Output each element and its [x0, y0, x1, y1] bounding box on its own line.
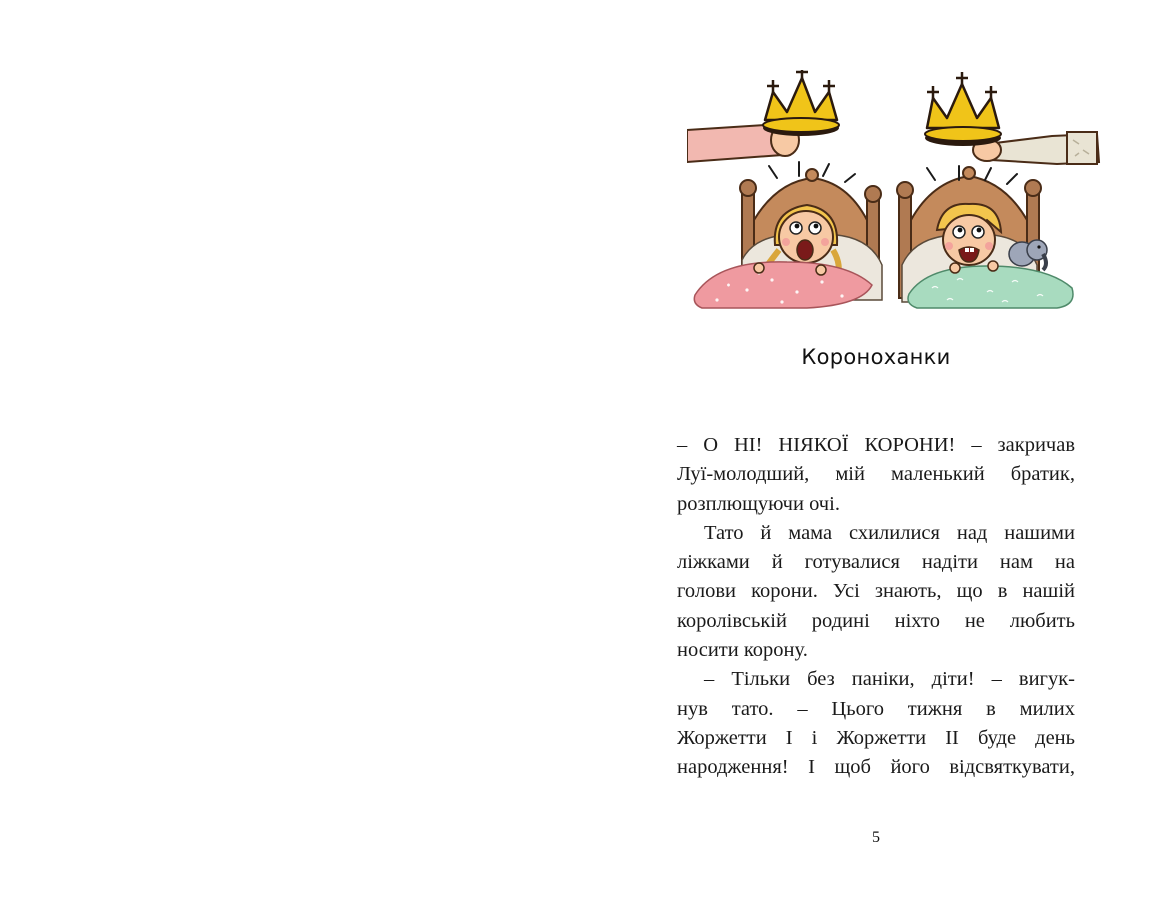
text-line: нув тато. – Цього тижня в милих	[677, 697, 1075, 720]
text-line: Жоржетти І і Жоржетти ІІ буде день	[677, 726, 1075, 749]
text-line: народження! І щоб його відсвяткувати,	[677, 756, 1075, 779]
text-line: Тато й мама схилилися над нашими	[704, 521, 1075, 544]
text-line: – О НІ! НІЯКОЇ КОРОНИ! – закричав	[677, 434, 1075, 456]
left-bed-scene	[694, 169, 882, 308]
text-line: ліжками й готувалися надіти нам на	[677, 551, 1075, 574]
chapter-title: Короноханки	[801, 345, 951, 369]
text-line: носити корону.	[677, 639, 808, 662]
chapter-body	[677, 431, 1075, 783]
crown-right-icon	[925, 72, 1001, 146]
text-line: Луї-молодший, мій маленький братик,	[677, 463, 1075, 486]
crown-left-icon	[763, 70, 839, 136]
right-bed-scene	[897, 167, 1073, 308]
chapter-illustration	[687, 70, 1102, 320]
text-line: – Тільки без паніки, діти! – вигук-	[704, 668, 1075, 691]
text-line: розплющуючи очі.	[677, 492, 840, 515]
page-number: 5	[872, 829, 880, 846]
text-line: королівській родині ніхто не любить	[677, 609, 1075, 632]
text-line: голови корони. Усі знають, що в нашій	[677, 580, 1075, 603]
